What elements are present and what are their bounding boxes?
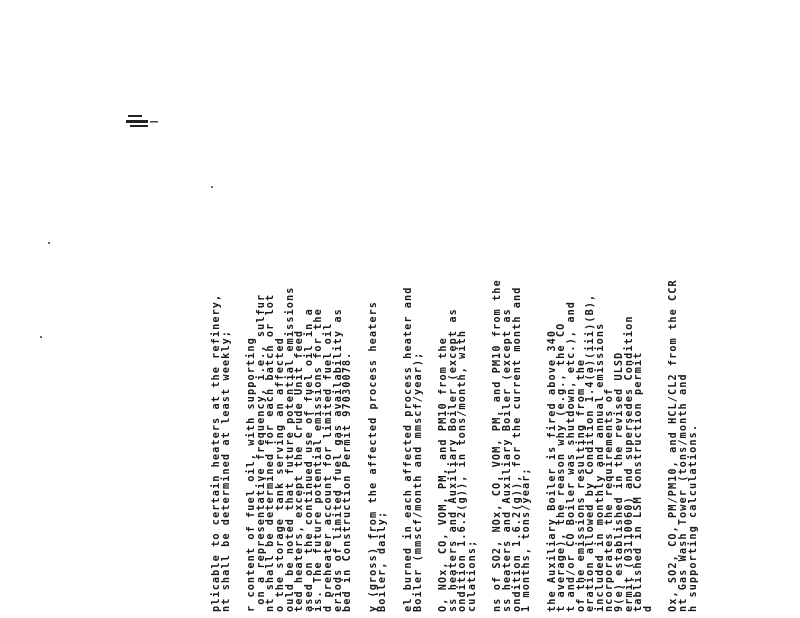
text-line: ss heaters and Auxiliary Boiler (except as (447, 308, 459, 612)
text-line: culations; (466, 539, 478, 612)
text-line: is. The future potential emissions for the (313, 308, 325, 612)
text-line: t and/or CO Boiler was shutdown, etc.), and (566, 300, 578, 612)
text-line: d preheater account for limited fuel oil (322, 322, 334, 612)
text-line: y (gross) from the affected process heaters (367, 300, 379, 612)
paragraph (212, 142, 231, 612)
text-line: included in monthly and annual emissions (594, 322, 606, 612)
paragraph (247, 142, 353, 612)
text-line: eration allowed by Condition 1.4(a)(iii)(B), (585, 293, 597, 612)
paragraph (404, 142, 423, 612)
scan-speck (40, 336, 42, 338)
text-line: Ox, SO2, CO, PM/PM10, and HCL/CL2 from the CCR (668, 279, 680, 612)
text-line: O, NOx, CO, VOM, PM, and PM10 from the (438, 337, 450, 612)
text-line: on a representative frequency, i.e., sulfur (255, 293, 267, 612)
text-line: 9(e) established in the revised ULSD (614, 351, 625, 612)
rotated-text-block (212, 142, 698, 612)
text-line: o the storage tank serving an affected (274, 337, 286, 612)
paragraph (439, 142, 477, 612)
paragraph (548, 142, 654, 612)
scan-speck (48, 242, 50, 244)
text-line: 1 months, tons/year; (521, 467, 533, 612)
text-line: r content of fuel oil, with supporting (246, 337, 258, 612)
header-mark-icon (124, 112, 164, 130)
text-line: eriods of limited fuel gas availability as (332, 308, 344, 612)
text-line: t average), the reason why (e.g., the CO (556, 322, 568, 612)
text-line: h supporting calculations. (687, 423, 699, 612)
text-line: Boiler, daily; (377, 510, 389, 612)
text-line: tablished in LSM Construction permit (633, 351, 645, 612)
text-line: of the emissions resulting from the (575, 358, 587, 612)
text-line: d (642, 604, 654, 612)
text-line: ased on the continued use of fuel oil in a (303, 308, 315, 612)
paragraph (669, 142, 698, 612)
text-line: Boiler (mmscf/month and mmscf/year); (412, 351, 424, 612)
text-line: nt shall be determined at least weekly; (220, 329, 232, 612)
text-line: ermit (03110060) and supersedes Condition (623, 315, 635, 612)
text-line: bed in Construction Permit 97030078. (342, 351, 354, 612)
text-line: ondition 1.6.2(g)), in tons/month, with (457, 329, 469, 612)
text-line: ould be noted that future potential emissions (284, 286, 296, 612)
text-line: ns of SO2, NOx, CO, VOM, PM, and PM10 from the (492, 279, 504, 612)
text-line: the Auxiliary Boiler is fired above 340 (546, 329, 558, 612)
text-line: ss heaters and Auxiliary Boiler (except as (502, 308, 514, 612)
text-line: el burned in each affected process heater and (402, 286, 414, 612)
paragraph (493, 142, 531, 612)
text-line: ted heaters, except the Crude Unit feed (294, 329, 306, 612)
text-line: nt Gas Wash Tower (tons/month and (677, 373, 689, 612)
text-line: nt shall be determined for each batch or lot (265, 293, 277, 612)
text-line: plicable to certain heaters at the refinery, (211, 293, 222, 612)
paragraph (369, 142, 388, 612)
text-line: ondition 1.6.2(g)), for the current month and (511, 286, 523, 612)
text-line: ncorporates the requirements of (604, 387, 616, 612)
